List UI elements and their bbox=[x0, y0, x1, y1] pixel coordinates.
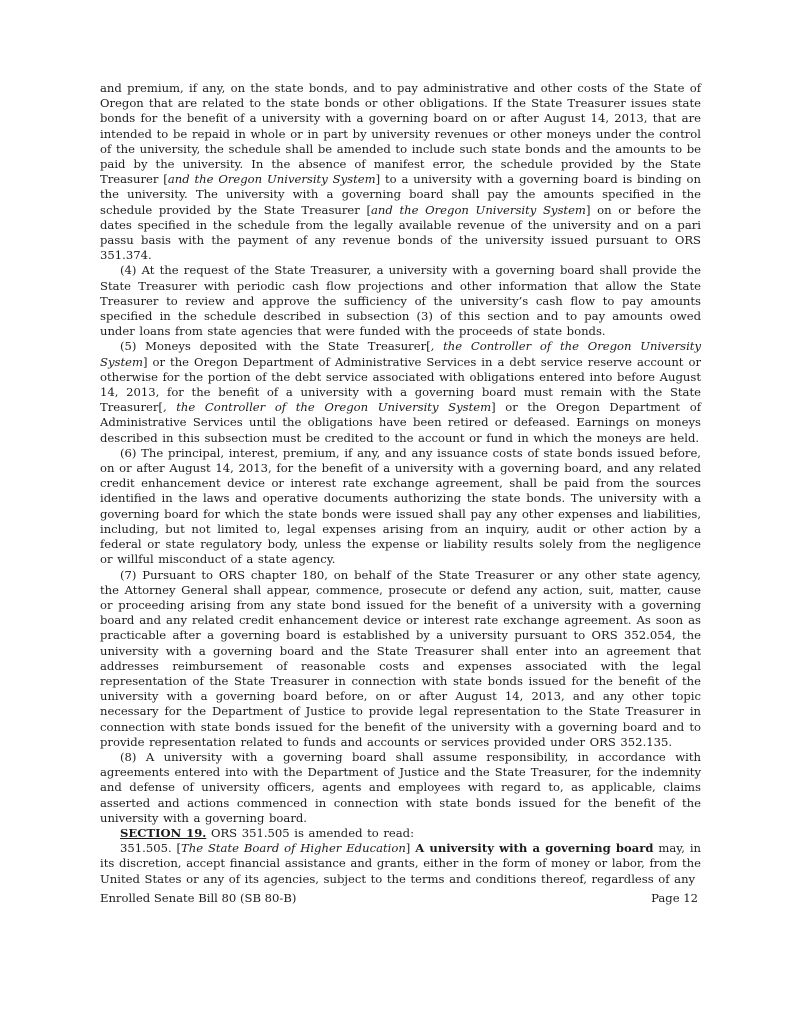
text-run-i: , the Controller of the Oregon University System bbox=[162, 400, 492, 415]
text-run: ] bbox=[405, 841, 416, 856]
paragraph-section-19-heading bbox=[100, 826, 701, 841]
text-run: (8) A university with a governing board shall assume responsibility, in accordance with agreements entered into with the Department of Justice and the State Treasurer, for the indemnity and defense of university officers, agents and employees with regard to, as applicable, claims asserted and actions commenced in connection with state bonds issued for the benefit of the university with a governing board. bbox=[100, 749, 701, 825]
text-run: ] or the Oregon Department of Administrative Services until the obligations have been retired or defeased. Earnings on moneys described in this subsection must be credited to the account or fund in which the moneys are held. bbox=[100, 400, 701, 445]
paragraph-subsection-8 bbox=[100, 750, 701, 826]
text-run: (6) The principal, interest, premium, if any, and any issuance costs of state bonds issued before, on or after August 14, 2013, for the benefit of a university with a governing board, and any related credit enhancement device or interest rate exchange agreement, shall be paid from the sources identified in the laws and operative documents authorizing the state bonds. The university with a governing board for which the state bonds were issued shall pay any other expenses and liabilities, including, but not limited to, legal expenses arising from an inquiry, audit or other action by a federal or state regulatory body, unless the expense or liability results solely from the negligence or willful misconduct of a state agency. bbox=[100, 445, 701, 567]
text-run-i: , the Controller of the Oregon University System bbox=[100, 339, 701, 369]
document-body bbox=[100, 81, 701, 887]
text-run: (4) At the request of the State Treasurer, a university with a governing board shall provide the State Treasurer with periodic cash flow projections and other information that allow the State Treasurer to review and approve the sufficiency of the university’s cash flow to pay amounts specified in the schedule described in subsection (3) of this section and to pay amounts owed under loans from state agencies that were funded with the proceeds of state bonds. bbox=[100, 263, 701, 339]
text-run: (7) Pursuant to ORS chapter 180, on behalf of the State Treasurer or any other state agency, the Attorney General shall appear, commence, prosecute or defend any action, suit, matter, cause or proceeding arising from any state bond issued for the benefit of a university with a governing board and any related credit enhancement device or interest rate exchange agreement. As soon as practicable after a governing board is established by a university pursuant to ORS 352.054, the university with a governing board and the State Treasurer shall enter into an agreement that addresses reimbursement of reasonable costs and expenses associated with the legal representation of the State Treasurer in connection with state bonds issued for the benefit of the university with a governing board before, on or after August 14, 2013, and any other topic necessary for the Department of Justice to provide legal representation to the State Treasurer in connection with state bonds issued for the benefit of the university with a governing board and to provide representation related to funds and accounts or services provided under ORS 352.135. bbox=[100, 567, 701, 749]
text-run-b: A university with a governing board bbox=[415, 841, 654, 856]
text-run-i: The State Board of Higher Education bbox=[181, 841, 406, 856]
text-run: (5) Moneys deposited with the State Treasurer[ bbox=[120, 339, 431, 354]
text-run: 351.505. [ bbox=[120, 841, 182, 856]
paragraph-subsection-5 bbox=[100, 339, 701, 445]
text-run: ] on or before the dates specified in the schedule from the legally available revenue of the university and on a pari passu basis with the payment of any revenue bonds of the university issued pursuant to ORS 351.374. bbox=[100, 202, 702, 263]
paragraph-subsection-7 bbox=[100, 568, 701, 750]
footer-page-number: Page 12 bbox=[651, 891, 698, 905]
footer-bill-title: Enrolled Senate Bill 80 (SB 80-B) bbox=[100, 891, 297, 905]
page-footer bbox=[100, 891, 698, 906]
text-run: ] or the Oregon Department of Administrative Services in a debt service reserve account or otherwise for the portion of the debt service associated with obligations entered into before August 14, 2013, for the benefit of a university with a governing board must remain with the State Treasurer[ bbox=[100, 354, 701, 415]
text-run-bu: SECTION 19. bbox=[120, 825, 207, 840]
paragraph-ors-351-505 bbox=[100, 841, 701, 887]
paragraph-subsection-6 bbox=[100, 446, 701, 568]
text-run: and premium, if any, on the state bonds, and to pay administrative and other costs of the State of Oregon that are related to the state bonds or other obligations. If the State Treasurer issues state bonds for the benefit of a university with a governing board on or after August 14, 2013, that are intended to be repaid in whole or in part by university revenues or other moneys under the control of the university, the schedule shall be amended to include such state bonds and the amounts to be paid by the university. In the absence of manifest error, the schedule provided by the State Treasurer [ bbox=[100, 81, 701, 187]
paragraph-continuation bbox=[100, 81, 701, 263]
text-run-i: and the Oregon University System bbox=[371, 202, 586, 217]
paragraph-subsection-4 bbox=[100, 263, 701, 339]
text-run: ] to a university with a governing board is binding on the university. The university with a governing board shall pay the amounts specified in the schedule provided by the State Treasurer [ bbox=[100, 172, 701, 217]
text-run: ORS 351.505 is amended to read: bbox=[206, 825, 415, 840]
text-run: may, in its discretion, accept financial assistance and grants, either in the form of money or labor, from the United States or any of its agencies, subject to the terms and conditions thereof, regardless of any bbox=[100, 841, 701, 886]
text-run-i: and the Oregon University System bbox=[167, 172, 376, 187]
